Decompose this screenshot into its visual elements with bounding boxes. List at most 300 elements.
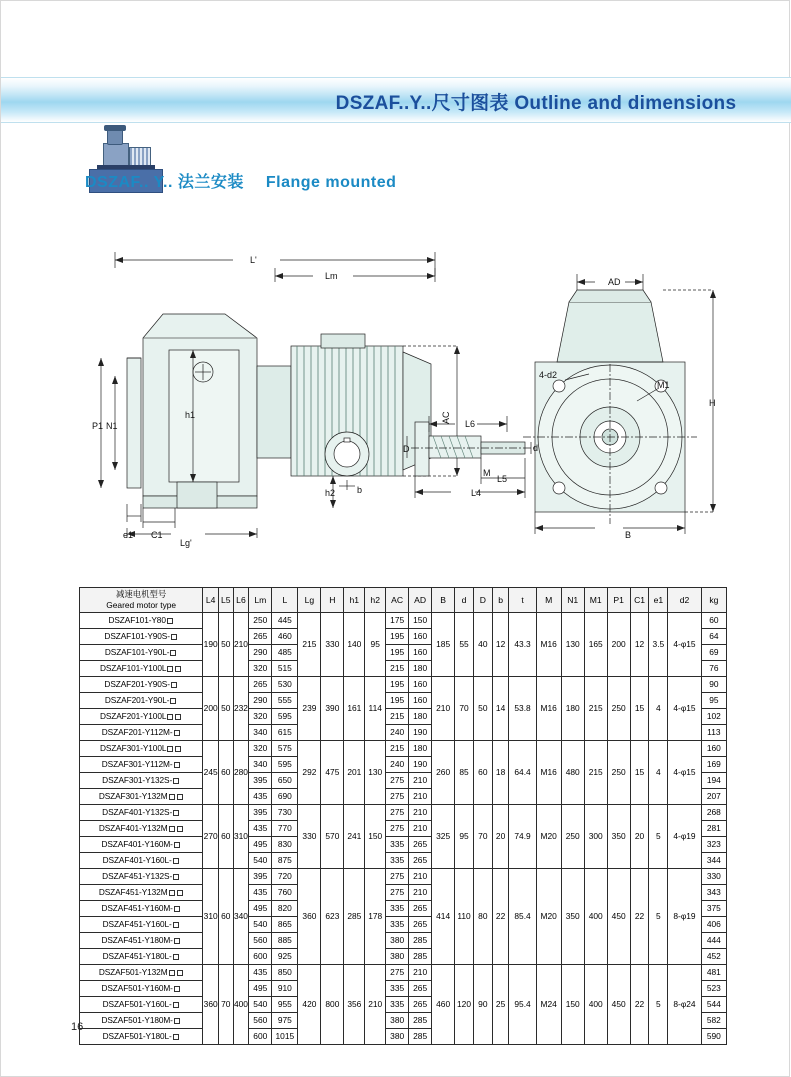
cell-L: 760 — [272, 885, 298, 901]
checkbox-marker — [169, 826, 175, 832]
cell-b: 12 — [492, 613, 509, 677]
motor-code: Y132M — [141, 791, 168, 801]
cell-h2: 150 — [365, 805, 386, 869]
cell-AD: 265 — [409, 853, 432, 869]
cell-L6: 400 — [233, 965, 249, 1045]
label-Lm: Lm — [325, 271, 338, 281]
cell-geared-motor-type: DSZAF201-Y112M- — [80, 725, 203, 741]
cell-t: 53.8 — [509, 677, 536, 741]
label-b: b — [357, 485, 363, 495]
cell-geared-motor-type: DSZAF201-Y90L- — [80, 693, 203, 709]
cell-AC: 275 — [386, 773, 409, 789]
checkbox-marker — [171, 682, 177, 688]
motor-code: Y180M- — [144, 1015, 173, 1025]
cell-N1: 150 — [561, 965, 584, 1045]
cell-kg: 64 — [701, 629, 726, 645]
cell-h1: 285 — [344, 869, 365, 965]
cell-Lm: 495 — [249, 901, 272, 917]
cell-kg: 113 — [701, 725, 726, 741]
label-P1: P1 — [92, 421, 104, 431]
cell-L: 730 — [272, 805, 298, 821]
cell-B: 260 — [432, 741, 455, 805]
cell-Lm: 250 — [249, 613, 272, 629]
label-AD: AD — [608, 277, 621, 287]
cell-AC: 275 — [386, 869, 409, 885]
checkbox-marker — [173, 922, 179, 928]
table-header-row — [80, 588, 727, 613]
cell-AC: 335 — [386, 981, 409, 997]
cell-AC: 175 — [386, 613, 409, 629]
cell-Lg: 215 — [298, 613, 321, 677]
cell-kg: 582 — [701, 1013, 726, 1029]
cell-AC: 335 — [386, 917, 409, 933]
cell-L: 595 — [272, 709, 298, 725]
table-row — [80, 805, 727, 821]
checkbox-marker — [174, 730, 180, 736]
motor-code: Y160L- — [145, 855, 172, 865]
cell-geared-motor-type: DSZAF301-Y100L — [80, 741, 203, 757]
cell-geared-motor-type: DSZAF451-Y132S- — [80, 869, 203, 885]
checkbox-marker — [173, 858, 179, 864]
cell-d: 110 — [455, 869, 474, 965]
cell-AC: 335 — [386, 901, 409, 917]
cell-b: 18 — [492, 741, 509, 805]
cell-geared-motor-type: DSZAF401-Y160M- — [80, 837, 203, 853]
label-h1: h1 — [185, 410, 196, 420]
cell-L6: 340 — [233, 869, 249, 965]
cell-e1: 5 — [649, 869, 668, 965]
cell-L: 910 — [272, 981, 298, 997]
cell-N1: 250 — [561, 805, 584, 869]
cell-M: M16 — [536, 741, 561, 805]
motor-code: Y132S- — [145, 807, 173, 817]
table-row — [80, 869, 727, 885]
cell-geared-motor-type: DSZAF101-Y90L- — [80, 645, 203, 661]
cell-kg: 281 — [701, 821, 726, 837]
checkbox-marker — [174, 842, 180, 848]
cell-N1: 480 — [561, 741, 584, 805]
cell-Lm: 435 — [249, 885, 272, 901]
cell-kg: 544 — [701, 997, 726, 1013]
cell-e1: 3.5 — [649, 613, 668, 677]
checkbox-marker — [170, 650, 176, 656]
cell-L: 975 — [272, 1013, 298, 1029]
cell-AD: 160 — [409, 629, 432, 645]
cell-P1: 350 — [607, 805, 630, 869]
cell-Lm: 395 — [249, 805, 272, 821]
checkbox-marker — [175, 746, 181, 752]
cell-C1: 12 — [630, 613, 649, 677]
cell-Lm: 435 — [249, 789, 272, 805]
checkbox-marker — [177, 794, 183, 800]
label-L5: L5 — [497, 474, 508, 484]
checkbox-marker — [174, 1018, 180, 1024]
cell-b: 14 — [492, 677, 509, 741]
cell-L5: 70 — [219, 965, 234, 1045]
motor-cap — [104, 125, 126, 131]
cell-geared-motor-type: DSZAF451-Y160M- — [80, 901, 203, 917]
checkbox-marker — [171, 634, 177, 640]
checkbox-marker — [169, 970, 175, 976]
cell-L: 875 — [272, 853, 298, 869]
motor-code: Y180L- — [145, 951, 172, 961]
subtitle-cn: DSZAF.. Y.. 法兰安装 — [85, 174, 244, 191]
cell-P1: 250 — [607, 677, 630, 741]
cell-Lg: 360 — [298, 869, 321, 965]
cell-geared-motor-type: DSZAF401-Y132S- — [80, 805, 203, 821]
cell-D: 50 — [473, 677, 492, 741]
cell-d2: 4-φ15 — [668, 741, 701, 805]
cell-D: 60 — [473, 741, 492, 805]
cell-M1: 215 — [584, 741, 607, 805]
table-row — [80, 965, 727, 981]
cell-M1: 165 — [584, 613, 607, 677]
cell-L5: 50 — [219, 613, 234, 677]
cell-M: M24 — [536, 965, 561, 1045]
checkbox-marker — [174, 986, 180, 992]
cell-kg: 268 — [701, 805, 726, 821]
label-N1: N1 — [106, 421, 118, 431]
cell-AD: 210 — [409, 789, 432, 805]
header-C1: C1 — [630, 588, 649, 613]
cell-Lm: 265 — [249, 677, 272, 693]
header-L6: L6 — [233, 588, 249, 613]
label-M: M — [483, 468, 491, 478]
cell-P1: 450 — [607, 869, 630, 965]
header-h1: h1 — [344, 588, 365, 613]
cell-d2: 4-φ19 — [668, 805, 701, 869]
motor-fins — [129, 147, 151, 167]
motor-code: Y112M- — [144, 727, 173, 737]
cell-D: 70 — [473, 805, 492, 869]
motor-code: Y160M- — [144, 983, 173, 993]
cell-L: 720 — [272, 869, 298, 885]
cell-h2: 130 — [365, 741, 386, 805]
header-AC: AC — [386, 588, 409, 613]
cell-d: 55 — [455, 613, 474, 677]
cell-geared-motor-type: DSZAF401-Y160L- — [80, 853, 203, 869]
cell-AC: 380 — [386, 949, 409, 965]
cell-AD: 160 — [409, 645, 432, 661]
cell-AC: 275 — [386, 965, 409, 981]
header-geared-motor-type — [80, 588, 203, 613]
cell-M1: 400 — [584, 869, 607, 965]
cell-geared-motor-type: DSZAF451-Y180L- — [80, 949, 203, 965]
cell-L4: 190 — [203, 613, 219, 677]
cell-AD: 285 — [409, 1013, 432, 1029]
cell-AC: 240 — [386, 757, 409, 773]
cell-D: 80 — [473, 869, 492, 965]
motor-code: Y112M- — [144, 759, 173, 769]
cell-AD: 180 — [409, 741, 432, 757]
header-t: t — [509, 588, 536, 613]
header-M1: M1 — [584, 588, 607, 613]
motor-code: Y100L — [142, 663, 167, 673]
header-Lm: Lm — [249, 588, 272, 613]
cell-kg: 452 — [701, 949, 726, 965]
cell-L: 515 — [272, 661, 298, 677]
cell-Lg: 292 — [298, 741, 321, 805]
cell-H: 330 — [321, 613, 344, 677]
cell-AC: 380 — [386, 933, 409, 949]
cell-AC: 380 — [386, 1013, 409, 1029]
cell-AD: 210 — [409, 821, 432, 837]
cell-d2: 8-φ24 — [668, 965, 701, 1045]
cell-AD: 265 — [409, 901, 432, 917]
cell-AC: 215 — [386, 741, 409, 757]
header-H: H — [321, 588, 344, 613]
cell-H: 390 — [321, 677, 344, 741]
cell-d: 95 — [455, 805, 474, 869]
checkbox-marker — [169, 794, 175, 800]
header-AD: AD — [409, 588, 432, 613]
cell-L: 885 — [272, 933, 298, 949]
cell-h1: 241 — [344, 805, 365, 869]
label-h2: h2 — [325, 488, 336, 498]
motor-code: Y180L- — [145, 1031, 172, 1041]
cell-geared-motor-type: DSZAF101-Y100L — [80, 661, 203, 677]
cell-geared-motor-type: DSZAF101-Y80 — [80, 613, 203, 629]
cell-geared-motor-type: DSZAF451-Y160L- — [80, 917, 203, 933]
header-type-en: Geared motor type — [106, 600, 177, 610]
motor-code: Y132M — [141, 887, 168, 897]
cell-L6: 280 — [233, 741, 249, 805]
cell-AC: 275 — [386, 821, 409, 837]
cell-L6: 310 — [233, 805, 249, 869]
cell-L: 1015 — [272, 1029, 298, 1045]
cell-AD: 160 — [409, 677, 432, 693]
cell-AD: 210 — [409, 805, 432, 821]
cell-b: 25 — [492, 965, 509, 1045]
checkbox-marker — [174, 762, 180, 768]
checkbox-marker — [173, 1002, 179, 1008]
motor-code: Y90L- — [147, 695, 170, 705]
cell-L6: 232 — [233, 677, 249, 741]
cell-L5: 60 — [219, 869, 234, 965]
motor-code: Y132M — [141, 823, 168, 833]
motor-code: Y90S- — [147, 679, 170, 689]
cell-geared-motor-type: DSZAF501-Y160M- — [80, 981, 203, 997]
cell-L: 555 — [272, 693, 298, 709]
cell-kg: 169 — [701, 757, 726, 773]
cell-L: 595 — [272, 757, 298, 773]
cell-L: 830 — [272, 837, 298, 853]
label-M1: M1 — [657, 380, 670, 390]
cell-C1: 22 — [630, 965, 649, 1045]
motor-code: Y90S- — [147, 631, 170, 641]
motor-code: Y90L- — [147, 647, 170, 657]
cell-Lm: 435 — [249, 965, 272, 981]
cell-e1: 4 — [649, 677, 668, 741]
cell-t: 95.4 — [509, 965, 536, 1045]
cell-Lg: 420 — [298, 965, 321, 1045]
checkbox-marker — [170, 698, 176, 704]
cell-B: 210 — [432, 677, 455, 741]
cell-AD: 160 — [409, 693, 432, 709]
checkbox-marker — [175, 714, 181, 720]
header-kg: kg — [701, 588, 726, 613]
cell-kg: 207 — [701, 789, 726, 805]
cell-geared-motor-type: DSZAF501-Y180L- — [80, 1029, 203, 1045]
motor-code: Y80 — [151, 615, 166, 625]
label-D: D — [403, 444, 410, 454]
cell-t: 43.3 — [509, 613, 536, 677]
cell-AD: 150 — [409, 613, 432, 629]
header-L: L — [272, 588, 298, 613]
cell-kg: 60 — [701, 613, 726, 629]
label-L4: L4 — [471, 488, 482, 498]
header-L5: L5 — [219, 588, 234, 613]
motor-code: Y100L — [142, 711, 167, 721]
technical-drawing — [85, 246, 716, 556]
header-M: M — [536, 588, 561, 613]
header-P1: P1 — [607, 588, 630, 613]
cell-Lm: 435 — [249, 821, 272, 837]
checkbox-marker — [173, 874, 179, 880]
cell-AC: 275 — [386, 789, 409, 805]
cell-kg: 481 — [701, 965, 726, 981]
cell-AC: 195 — [386, 693, 409, 709]
cell-h2: 114 — [365, 677, 386, 741]
checkbox-marker — [167, 714, 173, 720]
cell-b: 20 — [492, 805, 509, 869]
cell-Lm: 600 — [249, 949, 272, 965]
label-L6: L6 — [465, 419, 476, 429]
cell-geared-motor-type: DSZAF301-Y132S- — [80, 773, 203, 789]
checkbox-marker — [174, 906, 180, 912]
cell-H: 475 — [321, 741, 344, 805]
label-AC: AC — [441, 411, 451, 424]
cell-M1: 400 — [584, 965, 607, 1045]
motor-code: Y132M — [141, 967, 168, 977]
cell-L4: 270 — [203, 805, 219, 869]
cell-C1: 15 — [630, 677, 649, 741]
cell-L: 770 — [272, 821, 298, 837]
subtitle-en: Flange mounted — [265, 174, 397, 191]
cell-kg: 323 — [701, 837, 726, 853]
label-C1: C1 — [151, 530, 163, 540]
cell-Lm: 290 — [249, 645, 272, 661]
cell-geared-motor-type: DSZAF501-Y180M- — [80, 1013, 203, 1029]
cell-Lm: 290 — [249, 693, 272, 709]
cell-geared-motor-type: DSZAF501-Y132M — [80, 965, 203, 981]
table-row — [80, 741, 727, 757]
label-L-prime: L' — [250, 255, 257, 265]
header-L4: L4 — [203, 588, 219, 613]
cell-B: 325 — [432, 805, 455, 869]
motor-stack — [107, 129, 123, 145]
cell-d2: 8-φ19 — [668, 869, 701, 965]
cell-M: M16 — [536, 677, 561, 741]
checkbox-marker — [173, 1034, 179, 1040]
cell-kg: 95 — [701, 693, 726, 709]
cell-H: 800 — [321, 965, 344, 1045]
header-B: B — [432, 588, 455, 613]
cell-Lm: 340 — [249, 757, 272, 773]
cell-L6: 210 — [233, 613, 249, 677]
checkbox-marker — [177, 970, 183, 976]
checkbox-marker — [167, 666, 173, 672]
cell-h2: 178 — [365, 869, 386, 965]
motor-code: Y132S- — [145, 871, 173, 881]
cell-geared-motor-type: DSZAF401-Y132M — [80, 821, 203, 837]
cell-t: 74.9 — [509, 805, 536, 869]
label-e1: e1 — [123, 530, 134, 540]
section-subtitle — [85, 169, 396, 192]
motor-code: Y160M- — [144, 903, 173, 913]
cell-e1: 5 — [649, 805, 668, 869]
cell-geared-motor-type: DSZAF201-Y90S- — [80, 677, 203, 693]
cell-L: 690 — [272, 789, 298, 805]
cell-M1: 300 — [584, 805, 607, 869]
cell-L4: 245 — [203, 741, 219, 805]
cell-Lg: 239 — [298, 677, 321, 741]
label-Lg-prime: Lg' — [180, 538, 192, 548]
cell-M: M20 — [536, 805, 561, 869]
table-body — [80, 613, 727, 1045]
cell-AD: 265 — [409, 837, 432, 853]
cell-kg: 375 — [701, 901, 726, 917]
cell-L: 925 — [272, 949, 298, 965]
cell-AC: 275 — [386, 805, 409, 821]
label-d: d — [533, 443, 539, 453]
cell-L5: 60 — [219, 805, 234, 869]
cell-AD: 210 — [409, 773, 432, 789]
cell-AD: 180 — [409, 661, 432, 677]
cell-geared-motor-type: DSZAF301-Y132M — [80, 789, 203, 805]
motor-code: Y160L- — [145, 919, 172, 929]
checkbox-marker — [175, 666, 181, 672]
cell-AD: 285 — [409, 949, 432, 965]
cell-d: 120 — [455, 965, 474, 1045]
cell-kg: 160 — [701, 741, 726, 757]
cell-L: 530 — [272, 677, 298, 693]
cell-Lm: 395 — [249, 773, 272, 789]
cell-B: 185 — [432, 613, 455, 677]
cell-AC: 195 — [386, 645, 409, 661]
cell-L: 850 — [272, 965, 298, 981]
cell-Lm: 320 — [249, 709, 272, 725]
cell-kg: 76 — [701, 661, 726, 677]
cell-geared-motor-type: DSZAF301-Y112M- — [80, 757, 203, 773]
cell-AD: 180 — [409, 709, 432, 725]
cell-geared-motor-type: DSZAF101-Y90S- — [80, 629, 203, 645]
cell-M: M20 — [536, 869, 561, 965]
cell-kg: 194 — [701, 773, 726, 789]
header-e1: e1 — [649, 588, 668, 613]
checkbox-marker — [167, 746, 173, 752]
cell-Lm: 540 — [249, 917, 272, 933]
cell-L4: 310 — [203, 869, 219, 965]
cell-AC: 335 — [386, 997, 409, 1013]
checkbox-marker — [177, 826, 183, 832]
cell-AD: 210 — [409, 965, 432, 981]
page-title: DSZAF..Y..尺寸图表 Outline and dimensions — [335, 93, 737, 114]
cell-geared-motor-type: DSZAF201-Y100L — [80, 709, 203, 725]
cell-b: 22 — [492, 869, 509, 965]
cell-geared-motor-type: DSZAF451-Y180M- — [80, 933, 203, 949]
checkbox-marker — [173, 954, 179, 960]
cell-L4: 200 — [203, 677, 219, 741]
header-type-cn: 减速电机型号 — [116, 589, 167, 599]
dimensions-table-wrapper — [79, 587, 727, 1045]
cell-AD: 265 — [409, 917, 432, 933]
label-B: B — [625, 530, 632, 540]
cell-AC: 335 — [386, 853, 409, 869]
motor-code: Y160M- — [144, 839, 173, 849]
cell-L4: 360 — [203, 965, 219, 1045]
cell-Lm: 320 — [249, 741, 272, 757]
